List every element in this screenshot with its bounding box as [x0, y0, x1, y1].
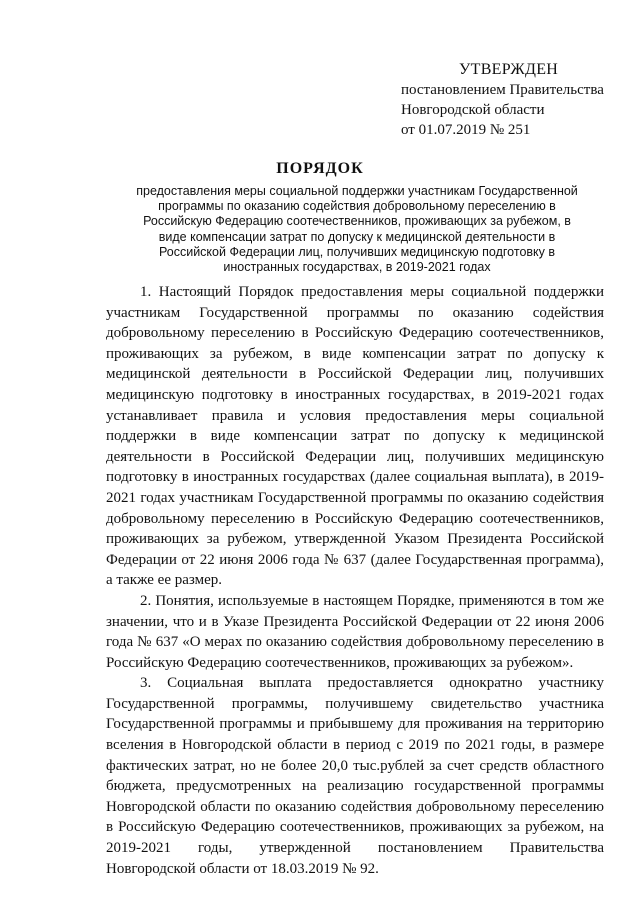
approval-line-2: Новгородской области — [401, 102, 545, 118]
subtitle-line: иностранных государствах, в 2019-2021 годах — [223, 260, 491, 275]
subtitle-line: виде компенсации затрат по допуску к медицинской деятельности в — [158, 229, 556, 244]
subtitle-line: программы по оказанию содействия добровольному переселению в — [158, 199, 556, 214]
subtitle-line: Российской Федерации лиц, получивших медицинскую подготовку в — [158, 244, 556, 259]
paragraph-3: 3. Социальная выплата предоставляется однократно участнику Государственной программы, получившему свидетельство участника Государственной программы и прибывшему для проживания на территорию вселения в Новгородской области в период с 2019 по 2021 годы, в размере фактических затрат, но не более 20,0 тыс.рублей за счет средств областного бюджета, предусмотренных на реализацию государственной программы Новгородской области по оказанию содействия добровольному переселению в Российскую Федерацию соотечественников, проживающих за рубежом, на 2019-2021 годы, утвержденной постановлением Правительства Новгородской области от 18.03.2019 № 92. — [106, 675, 604, 877]
approval-heading: УТВЕРЖДЕН — [459, 61, 559, 78]
approval-line-3: от 01.07.2019 № 251 — [401, 122, 531, 138]
document-subtitle — [108, 184, 606, 275]
subtitle-line: предоставления меры социальной поддержки участникам Государственной — [136, 184, 578, 198]
document-title: ПОРЯДОК — [276, 160, 364, 177]
subtitle-line: Российскую Федерацию соотечественников, проживающих за рубежом, в — [143, 214, 571, 229]
paragraph-2: 2. Понятия, используемые в настоящем Порядке, применяются в том же значении, что и в Указе Президента Российской Федерации от 22 июня 2006 года № 637 «О мерах по оказанию содействия добровольному переселению в Российскую Федерацию соотечественников, проживающих за рубежом». — [106, 592, 604, 671]
approval-block — [401, 60, 604, 140]
paragraph-1: 1. Настоящий Порядок предоставления меры социальной поддержки участникам Государственной программы по оказанию содействия добровольному переселению в Российскую Федерацию соотечественников, проживающих за рубежом, в виде компенсации затрат по допуску к медицинской деятельности в Российской Федерации лиц, получивших медицинскую подготовку в иностранных государствах, в 2019-2021 годах устанавливает правила и условия предоставления меры социальной поддержки в виде компенсации затрат по допуску к медицинской деятельности в Российской Федерации лиц, получивших медицинскую подготовку в иностранных государствах (далее социальная выплата), в 2019-2021 годах участникам Государственной программы по оказанию содействия добровольному переселению в Российскую Федерацию соотечественников, проживающих за рубежом, утвержденной Указом Президента Российской Федерации от 22 июня 2006 года № 637 (далее Государственная программа), а также ее размер. — [106, 284, 604, 589]
approval-line-1: постановлением Правительства — [401, 82, 604, 98]
document-body — [106, 282, 604, 879]
